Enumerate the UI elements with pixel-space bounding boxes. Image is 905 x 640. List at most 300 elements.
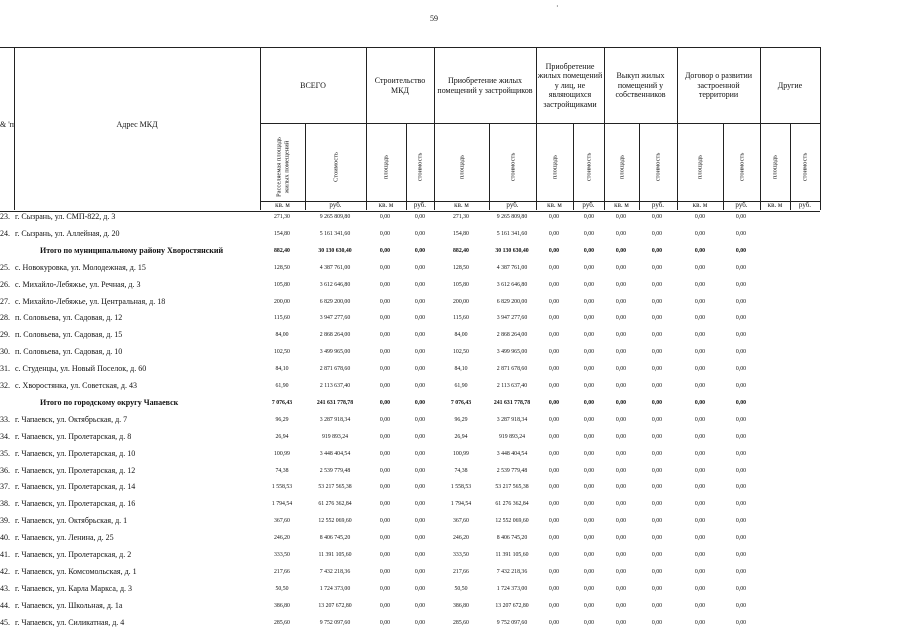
row-value: 0,00: [379, 366, 391, 373]
row-address: Итого по муниципальному району Хворостянский: [40, 245, 224, 255]
row-address: Итого по городскому округу Чапаевск: [40, 397, 179, 407]
row-value: 0,00: [583, 349, 595, 356]
row-number: 39.: [0, 516, 10, 526]
row-value: 0,00: [379, 518, 391, 525]
row-address: с. Хворостянка, ул. Советская, д. 43: [15, 381, 137, 390]
group-header-2: Строительство МКД: [374, 75, 426, 95]
row-value: 3 612 646,80: [319, 281, 351, 288]
row-value: 0,00: [548, 568, 560, 575]
num-column-header: & 'п: [0, 120, 14, 129]
row-value: 9 752 097,60: [319, 619, 351, 626]
row-value: 200,00: [453, 298, 469, 305]
row-value: 0,00: [414, 484, 426, 491]
row-value: 271,30: [274, 214, 290, 220]
row-value: 0,00: [414, 467, 426, 474]
row-number: 23.: [0, 212, 10, 221]
grid-line: [723, 123, 724, 210]
row-value: 0,00: [414, 585, 426, 592]
row-address: п. Соловьева, ул. Садовая, д. 15: [15, 330, 123, 340]
row-value: 0,00: [651, 416, 663, 423]
row-value: 84,10: [275, 366, 289, 373]
row-value: 0,00: [379, 332, 391, 339]
row-value: 0,00: [651, 349, 663, 356]
row-value: 0,00: [694, 416, 706, 423]
row-value: 0,00: [583, 552, 595, 558]
row-value: 50,50: [275, 585, 289, 592]
sub-header-7: площадь: [550, 154, 558, 180]
row-value: 13 207 672,80: [495, 602, 529, 609]
row-value: 0,00: [694, 518, 706, 525]
row-number: 45.: [0, 617, 10, 627]
row-value: 0,00: [414, 416, 426, 423]
row-value: 0,00: [735, 230, 747, 237]
row-value: 0,00: [735, 281, 747, 288]
row-value: 0,00: [735, 501, 747, 508]
row-address: с. Новокуровка, ул. Молодежная, д. 15: [15, 262, 146, 272]
row-value: 0,00: [583, 501, 595, 508]
row-value: 0,00: [651, 315, 663, 322]
row-value: 0,00: [548, 450, 560, 457]
row-value: 0,00: [694, 535, 706, 542]
row-value: 0,00: [615, 619, 627, 626]
row-value: 0,00: [651, 433, 663, 440]
row-value: 0,00: [615, 315, 627, 322]
unit-label: кв. м: [378, 201, 394, 209]
row-value: 0,00: [651, 450, 663, 457]
row-value: 0,00: [548, 585, 560, 592]
row-value: 0,00: [651, 484, 663, 491]
row-value: 0,00: [379, 467, 391, 474]
row-address: г. Чапаевск, ул. Пролетарская, д. 2: [15, 550, 132, 559]
row-value: 0,00: [583, 535, 595, 542]
row-value: 0,00: [694, 264, 706, 271]
row-value: 0,00: [379, 416, 391, 423]
row-value: 0,00: [694, 484, 706, 491]
row-value: 0,00: [414, 214, 426, 220]
row-value: 0,00: [583, 467, 595, 474]
row-value: 0,00: [414, 399, 426, 406]
row-value: 0,00: [694, 230, 706, 237]
row-value: 0,00: [379, 349, 391, 356]
table-row: [0, 263, 905, 278]
row-value: 50,50: [454, 585, 468, 592]
row-value: 0,00: [414, 535, 426, 542]
row-value: 4 387 761,00: [496, 264, 528, 271]
row-value: 0,00: [615, 399, 627, 406]
table-row: [0, 415, 905, 430]
group-header-3: Приобретение жилых помещений у застройщиков: [437, 75, 533, 95]
row-value: 0,00: [735, 467, 747, 474]
table-row: [0, 364, 905, 379]
row-value: 30 130 630,40: [318, 247, 352, 254]
row-value: 0,00: [651, 501, 663, 508]
row-value: 0,00: [615, 247, 627, 254]
row-value: 105,80: [453, 281, 469, 288]
row-value: 1 794,54: [271, 501, 293, 508]
row-value: 0,00: [651, 214, 663, 220]
row-value: 0,00: [583, 399, 595, 406]
row-address: г. Чапаевск, ул. Силикатная, д. 4: [15, 617, 125, 627]
grid-line: [790, 123, 791, 210]
row-value: 0,00: [694, 450, 706, 457]
table-row: [0, 516, 905, 531]
row-value: 7 432 218,36: [319, 568, 351, 575]
row-value: 0,00: [615, 366, 627, 373]
row-value: 0,00: [379, 214, 391, 220]
sub-header-13: площадь: [771, 154, 779, 180]
grid-line: [573, 123, 574, 210]
row-value: 0,00: [694, 298, 706, 305]
row-value: 882,40: [274, 247, 290, 254]
row-value: 0,00: [548, 366, 560, 373]
row-value: 0,00: [583, 450, 595, 457]
row-value: 0,00: [548, 433, 560, 440]
row-value: 61,90: [454, 383, 468, 389]
row-value: 4 387 761,00: [319, 264, 351, 271]
row-value: 8 406 745,20: [496, 535, 528, 542]
row-value: 0,00: [735, 450, 747, 457]
row-value: 0,00: [615, 518, 627, 525]
row-value: 2 113 637,40: [496, 383, 528, 389]
row-value: 3 947 277,60: [496, 315, 528, 322]
row-value: 7 076,43: [271, 399, 293, 406]
summary-row: [0, 398, 905, 413]
row-value: 0,00: [379, 230, 391, 237]
row-value: 0,00: [548, 501, 560, 508]
table-row: [0, 567, 905, 582]
row-value: 0,00: [414, 450, 426, 457]
row-value: 0,00: [615, 585, 627, 592]
grid-line: [489, 123, 490, 210]
unit-label: руб.: [651, 201, 665, 209]
grid-line: [639, 123, 640, 210]
row-value: 1 558,53: [271, 484, 293, 491]
table-row: [0, 550, 905, 565]
row-value: 26,94: [275, 433, 289, 440]
table-row: [0, 432, 905, 447]
row-address: с. Студенцы, ул. Новый Поселок, д. 60: [15, 364, 147, 374]
row-value: 0,00: [548, 484, 560, 491]
unit-label: руб.: [329, 201, 342, 209]
row-address: г. Сызрань, ул. Аллейная, д. 20: [15, 228, 120, 238]
table-row: [0, 482, 905, 497]
row-value: 0,00: [414, 349, 426, 356]
row-value: 2 113 637,40: [319, 383, 351, 389]
row-value: 0,00: [651, 366, 663, 373]
sub-header-11: площадь: [696, 154, 704, 180]
row-value: 386,80: [453, 602, 469, 609]
row-value: 0,00: [651, 298, 663, 305]
row-value: 0,00: [583, 416, 595, 423]
table-row: [0, 499, 905, 514]
unit-label: кв. м: [547, 201, 562, 209]
row-value: 0,00: [379, 383, 391, 389]
row-address: г. Чапаевск, ул. Комсомольская, д. 1: [15, 566, 137, 576]
row-value: 0,00: [735, 247, 747, 254]
row-value: 154,80: [274, 230, 290, 237]
unit-label: руб.: [582, 201, 595, 209]
row-number: 42.: [0, 566, 10, 576]
row-value: 1 794,54: [450, 501, 472, 508]
row-value: 882,40: [453, 247, 469, 254]
row-value: 919 893,24: [321, 433, 349, 440]
group-header-5: Выкуп жилых помещений у собственников: [615, 71, 666, 100]
row-value: 5 161 341,60: [319, 230, 351, 237]
row-number: 33.: [0, 414, 10, 424]
row-value: 3 947 277,60: [319, 315, 351, 322]
row-number: 38.: [0, 499, 10, 509]
table-row: [0, 212, 905, 227]
row-value: 0,00: [694, 602, 706, 609]
row-value: 0,00: [548, 467, 560, 474]
row-number: 40.: [0, 533, 10, 543]
row-value: 9 265 809,80: [319, 214, 351, 220]
group-header-1: ВСЕГО: [300, 80, 326, 90]
row-number: 41.: [0, 550, 10, 559]
row-value: 0,00: [735, 619, 747, 626]
row-value: 0,00: [548, 552, 560, 558]
address-column-header: Адрес МКД: [116, 119, 158, 129]
grid-line: [260, 123, 820, 124]
row-value: 0,00: [694, 214, 706, 220]
row-value: 0,00: [548, 619, 560, 626]
row-value: 0,00: [583, 332, 595, 339]
row-value: 7 432 218,36: [496, 568, 528, 575]
table-row: [0, 449, 905, 464]
grid-line: [820, 47, 821, 210]
row-value: 0,00: [583, 383, 595, 389]
row-value: 0,00: [548, 214, 560, 220]
row-value: 8 406 745,20: [319, 535, 351, 542]
row-value: 0,00: [548, 315, 560, 322]
unit-label: руб.: [506, 201, 519, 209]
row-value: 0,00: [583, 247, 595, 254]
row-value: 0,00: [694, 332, 706, 339]
row-value: 9 265 809,80: [496, 214, 528, 220]
row-number: 32.: [0, 381, 10, 390]
unit-label: кв. м: [692, 201, 708, 209]
row-value: 0,00: [651, 552, 663, 558]
row-value: 0,00: [651, 399, 663, 406]
row-address: п. Соловьева, ул. Садовая, д. 12: [15, 313, 123, 323]
row-value: 0,00: [583, 230, 595, 237]
row-value: 61 276 362,84: [318, 501, 352, 508]
row-value: 0,00: [414, 298, 426, 305]
row-value: 0,00: [651, 535, 663, 542]
row-value: 2 868 264,00: [319, 332, 351, 339]
row-address: г. Чапаевск, ул. Пролетарская, д. 12: [15, 465, 136, 475]
row-value: 0,00: [735, 315, 747, 322]
row-number: 26.: [0, 279, 10, 289]
row-value: 0,00: [548, 332, 560, 339]
row-address: г. Чапаевск, ул. Пролетарская, д. 10: [15, 448, 136, 458]
row-value: 0,00: [414, 332, 426, 339]
row-address: г. Чапаевск, ул. Октябрьская, д. 1: [15, 516, 128, 526]
row-value: 7 076,43: [450, 399, 472, 406]
row-value: 0,00: [694, 315, 706, 322]
row-address: с. Михайло-Лебяжье, ул. Центральная, д. 18: [15, 296, 166, 306]
row-value: 0,00: [583, 281, 595, 288]
row-value: 0,00: [735, 568, 747, 575]
row-address: г. Сызрань, ул. СМП-822, д. 3: [15, 212, 116, 221]
unit-label: руб.: [413, 201, 427, 209]
unit-label: кв. м: [275, 201, 290, 209]
row-value: 0,00: [583, 484, 595, 491]
row-value: 0,00: [694, 585, 706, 592]
row-value: 0,00: [583, 315, 595, 322]
row-value: 0,00: [548, 349, 560, 356]
table-row: [0, 381, 905, 396]
row-value: 0,00: [735, 518, 747, 525]
row-value: 0,00: [414, 264, 426, 271]
row-value: 367,60: [453, 518, 469, 525]
row-value: 0,00: [414, 518, 426, 525]
row-value: 0,00: [548, 383, 560, 389]
row-value: 0,00: [414, 619, 426, 626]
row-value: 0,00: [615, 264, 627, 271]
row-address: г. Чапаевск, ул. Ленина, д. 25: [15, 533, 114, 543]
row-value: 0,00: [735, 214, 747, 220]
unit-label: кв. м: [454, 201, 469, 209]
row-value: 0,00: [735, 416, 747, 423]
row-address: п. Соловьева, ул. Садовая, д. 10: [15, 347, 123, 357]
row-address: г. Чапаевск, ул. Октябрьская, д. 7: [15, 414, 128, 424]
group-header-4: Приобретение жилых помещений у лиц, не являющихся застройщиками: [537, 61, 603, 109]
row-value: 0,00: [735, 552, 747, 558]
row-value: 61 276 362,84: [495, 501, 529, 508]
row-value: 217,66: [453, 568, 469, 575]
row-value: 13 207 672,80: [318, 602, 352, 609]
row-value: 0,00: [615, 230, 627, 237]
row-value: 3 448 404,54: [319, 450, 351, 457]
table-row: [0, 347, 905, 362]
row-value: 0,00: [651, 568, 663, 575]
row-value: 3 287 918,34: [496, 416, 528, 423]
row-value: 0,00: [735, 585, 747, 592]
row-value: 5 161 341,60: [496, 230, 528, 237]
row-address: г. Чапаевск, ул. Пролетарская, д. 16: [15, 499, 136, 509]
row-value: 367,60: [274, 518, 290, 525]
row-value: 0,00: [615, 332, 627, 339]
row-value: 0,00: [379, 501, 391, 508]
sub-header-5: площадь: [457, 154, 465, 180]
row-value: 0,00: [379, 552, 391, 558]
row-value: 100,99: [453, 450, 469, 457]
row-value: 115,60: [453, 315, 469, 322]
row-value: 333,50: [453, 552, 469, 558]
row-value: 1 558,53: [450, 484, 472, 491]
row-address: г. Чапаевск, ул. Пролетарская, д. 8: [15, 431, 132, 441]
row-value: 0,00: [651, 518, 663, 525]
row-value: 84,00: [454, 332, 468, 339]
row-value: 0,00: [548, 264, 560, 271]
row-value: 0,00: [379, 602, 391, 609]
row-address: г. Чапаевск, ул. Школьная, д. 1а: [15, 600, 123, 610]
row-value: 0,00: [735, 264, 747, 271]
row-value: 11 391 105,60: [318, 552, 352, 558]
row-value: 0,00: [735, 399, 747, 406]
row-value: 0,00: [379, 298, 391, 305]
row-value: 26,94: [454, 433, 468, 440]
row-value: 74,38: [454, 467, 468, 474]
row-value: 0,00: [651, 230, 663, 237]
row-value: 3 499 965,00: [496, 349, 528, 356]
row-value: 0,00: [735, 535, 747, 542]
table-row: [0, 601, 905, 616]
row-value: 271,30: [453, 214, 469, 220]
row-value: 0,00: [379, 247, 391, 254]
row-number: 36.: [0, 465, 10, 475]
row-value: 6 829 200,00: [496, 298, 528, 305]
row-value: 0,00: [583, 366, 595, 373]
sub-header-1: Расселяемая площадь жилых помещений: [275, 136, 290, 198]
row-value: 246,20: [274, 535, 290, 542]
table-row: [0, 297, 905, 312]
row-value: 0,00: [548, 281, 560, 288]
row-value: 246,20: [453, 535, 469, 542]
row-value: 0,00: [414, 230, 426, 237]
row-value: 0,00: [414, 247, 426, 254]
row-value: 0,00: [583, 568, 595, 575]
row-value: 241 631 778,78: [493, 399, 531, 406]
row-value: 0,00: [548, 247, 560, 254]
row-value: 0,00: [694, 281, 706, 288]
row-value: 0,00: [694, 467, 706, 474]
row-value: 333,50: [274, 552, 290, 558]
row-value: 84,10: [454, 366, 468, 373]
row-value: 0,00: [694, 349, 706, 356]
row-value: 3 612 646,80: [496, 281, 528, 288]
row-address: г. Чапаевск, ул. Карла Маркса, д. 3: [15, 583, 133, 593]
row-value: 0,00: [583, 585, 595, 592]
row-value: 0,00: [414, 433, 426, 440]
row-value: 2 871 678,60: [496, 366, 528, 373]
row-value: 3 287 918,34: [319, 416, 351, 423]
row-value: 0,00: [414, 366, 426, 373]
row-value: 0,00: [548, 535, 560, 542]
row-value: 0,00: [414, 281, 426, 288]
row-number: 34.: [0, 431, 10, 441]
row-value: 0,00: [694, 247, 706, 254]
row-value: 9 752 097,60: [496, 619, 528, 626]
row-value: 0,00: [735, 349, 747, 356]
corner-mark: ·: [556, 2, 559, 11]
row-value: 0,00: [548, 602, 560, 609]
row-value: 0,00: [379, 585, 391, 592]
row-value: 0,00: [379, 433, 391, 440]
row-value: 100,99: [274, 450, 290, 457]
table-row: [0, 229, 905, 244]
row-value: 102,50: [274, 349, 290, 356]
row-value: 386,80: [274, 602, 290, 609]
row-value: 96,29: [275, 416, 289, 423]
table-row: [0, 466, 905, 481]
row-value: 105,80: [274, 281, 290, 288]
row-value: 0,00: [651, 264, 663, 271]
row-value: 11 391 105,60: [495, 552, 529, 558]
sub-header-4: стоимость: [416, 152, 424, 182]
row-value: 0,00: [379, 264, 391, 271]
row-number: 43.: [0, 583, 10, 593]
sub-header-12: стоимость: [737, 152, 745, 182]
table-row: [0, 280, 905, 295]
row-number: 37.: [0, 482, 10, 492]
row-number: 35.: [0, 448, 10, 458]
row-value: 0,00: [694, 552, 706, 558]
row-value: 0,00: [615, 535, 627, 542]
row-value: 0,00: [615, 568, 627, 575]
sub-header-8: стоимость: [584, 152, 592, 182]
